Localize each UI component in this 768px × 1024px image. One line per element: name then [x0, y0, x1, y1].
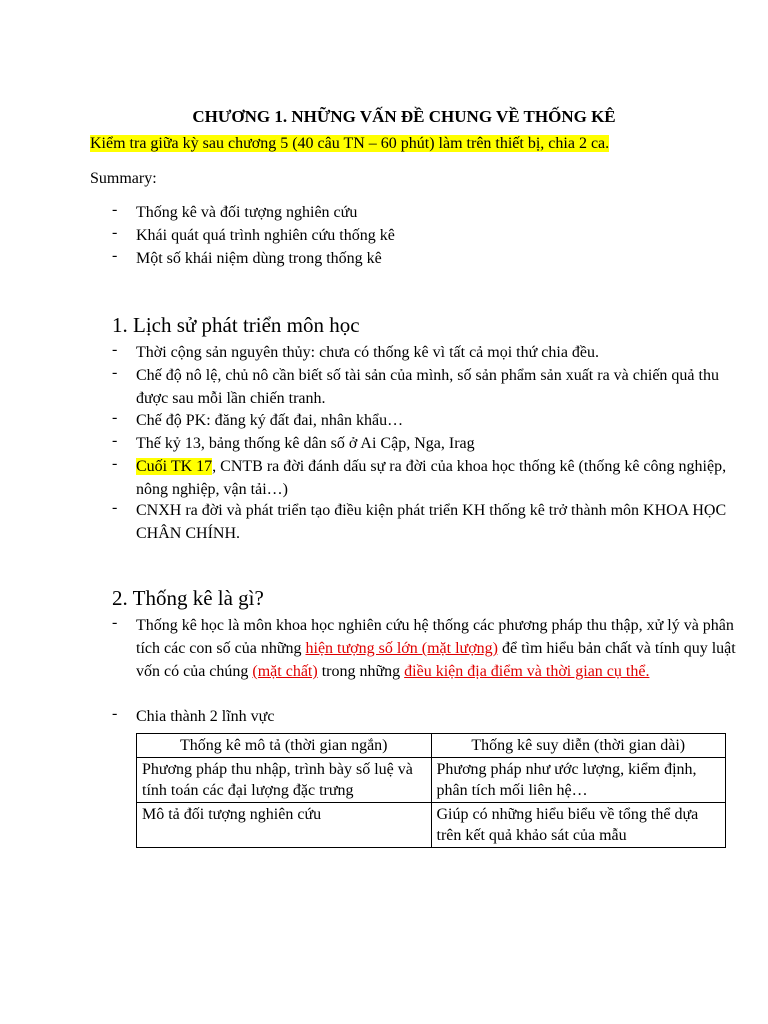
- highlight-cuoi-tk17: Cuối TK 17: [136, 458, 213, 475]
- table-header-row: [137, 734, 726, 758]
- exam-notice: [90, 135, 609, 153]
- table-cell: Mô tả đối tượng nghiên cứu: [137, 803, 432, 848]
- emphasis-quality: (mặt chất): [252, 663, 318, 680]
- statistics-comparison-table: [136, 733, 726, 848]
- section-heading-what-is-statistics: 2. Thống kê là gì?: [112, 586, 264, 610]
- table-row: [137, 758, 726, 803]
- emphasis-large-phenomena: hiện tượng số lớn (mặt lượng): [305, 640, 498, 657]
- table-cell: Phương pháp như ước lượng, kiểm định, phân tích mối liên hệ…: [431, 758, 726, 803]
- table-row: [137, 803, 726, 848]
- table-header-cell: Thống kê suy diễn (thời gian dài): [431, 734, 726, 758]
- chapter-title: CHƯƠNG 1. NHỮNG VẤN ĐỀ CHUNG VỀ THỐNG KÊ: [192, 107, 616, 126]
- table-cell: Phương pháp thu nhập, trình bày số luệ và tính toán các đại lượng đặc trưng: [137, 758, 432, 803]
- emphasis-conditions: điều kiện địa điểm và thời gian cụ thể.: [404, 663, 650, 680]
- section-heading-history: 1. Lịch sử phát triển môn học: [112, 313, 360, 337]
- exam-notice-text: Kiểm tra giữa kỳ sau chương 5 (40 câu TN – 60 phút) làm trên thiết bị, chia 2 ca.: [90, 135, 610, 152]
- document-page: CHƯƠNG 1. NHỮNG VẤN ĐỀ CHUNG VỀ THỐNG KÊ Kiểm tra giữa kỳ sau chương 5 (40 câu TN – 60 phút) làm trên thiết bị, chia 2 ca. Summary: - Thống kê và đối tượng nghiên cứu - Khái quát quá trình nghiên cứu thống kê - Một số khái niệm dùng trong thống kê 1. Lịch sử phát triển môn học - Thời cộng sản nguyên thủy: chưa có thống kê vì tất cả mọi thứ chia đều. - Chế độ nô lệ, chủ nô cần biết số tài sản của mình, số sản phẩm sản xuất ra và chiến quả thu được sau mỗi lần chiến tranh. - Chế độ PK: đăng ký đất đai, nhân khẩu… - Thế kỷ 13, bảng thống kê dân số ở Ai Cập, Nga, Irag - Cuối TK 17, CNTB ra đời đánh dấu sự ra đời của khoa học thống kê (thống kê công nghiệp, nông nghiệp, vận tải…) - CNXH ra đời và phát triển tạo điều kiện phát triển KH thống kê trở thành môn KHOA HỌC CHÂN CHÍNH. 2. Thống kê là gì? - Thống kê học là môn khoa học nghiên cứu hệ thống các phương pháp thu thập, xử lý và phân tích các con số của những hiện tượng số lớn (mặt lượng) để tìm hiểu bản chất và tính quy luật vốn có của chúng (mặt chất) trong những điều kiện địa điểm và thời gian cụ thể. - Chia thành 2 lĩnh vực Thống kê mô tả (thời gian ngắn) Thống kê suy diễn (thời gian dài) Phương pháp thu nhập, trình bày số luệ và tính toán các đại lượng đặc trưng Phương pháp như ước lượng, kiểm định, phân tích mối liên hệ… Mô tả đối tượng nghiên cứu Giúp có những hiểu biểu về tổng thể dựa trên kết quả khảo sát của mẫu: [0, 0, 768, 1024]
- table-header-cell: Thống kê mô tả (thời gian ngắn): [137, 734, 432, 758]
- summary-label: Summary:: [90, 170, 157, 187]
- table-cell: Giúp có những hiểu biểu về tổng thể dựa trên kết quả khảo sát của mẫu: [431, 803, 726, 848]
